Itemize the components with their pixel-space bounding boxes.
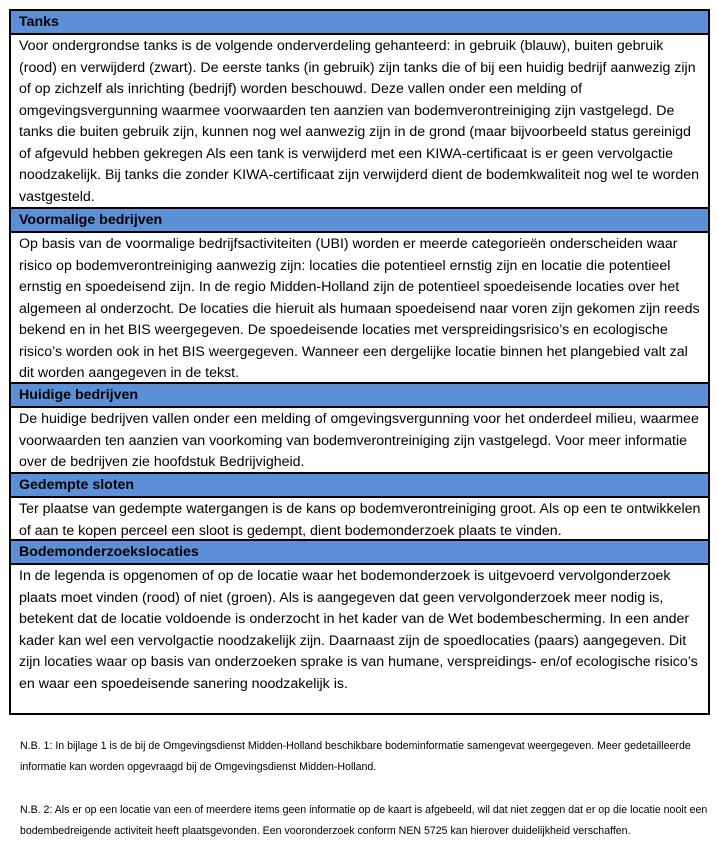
section-heading-tanks: Tanks <box>11 11 708 35</box>
section-text-tanks: Voor ondergrondse tanks is de volgende onderverdeling gehanteerd: in gebruik (blauw), buiten gebruik (rood) en verwijderd (zwart). De eerste tanks (in gebruik) zijn tanks die of bij een huidig bedrijf aanwezig zijn of op zichzelf als inrichting (bedrijf) worden beschouwd. Deze vallen onder een melding of omgevingsvergunning waarmee voorwaarden ten aanzien van bodemverontreiniging zijn vastgelegd. De tanks die buiten gebruik zijn, kunnen nog wel aanwezig zijn in de grond (maar bijvoorbeeld status gereinigd of afgevuld hebben gekregen Als een tank is verwijderd met een KIWA-certificaat is er geen vervolgactie noodzakelijk. Bij tanks die zonder KIWA-certificaat zijn verwijderd dient de bodemkwaliteit nog wel te worden vastgesteld. <box>11 35 708 209</box>
section-heading-bodemonderzoekslocaties: Bodemonderzoekslocaties <box>11 541 708 565</box>
section-heading-gedempte-sloten: Gedempte sloten <box>11 474 708 498</box>
section-text-bodemonderzoekslocaties: In de legenda is opgenomen of op de locatie waar het bodemonderzoek is uitgevoerd vervolgonderzoek plaats moet vinden (rood) of niet (groen). Als is aangegeven dat geen vervolgonderzoek meer nodig is, betekent dat de locatie voldoende is onderzocht in het kader van de Wet bodembescherming. In een ander kader kan wel een vervolgactie noodzakelijk zijn. Daarnaast zijn de spoedlocaties (paars) aangegeven. Dit zijn locaties waar op basis van onderzoeken sprake is van humane, verspreidings- en/of ecologische risico’s en waar een spoedeisende sanering noodzakelijk is. <box>19 568 698 692</box>
section-text-huidige-bedrijven: De huidige bedrijven vallen onder een melding of omgevingsvergunning voor het onderdeel milieu, waarmee voorwaarden ten aanzien van voorkoming van bodemverontreiniging zijn vastgelegd. Voor meer informatie over de bedrijven zie hoofdstuk Bedrijvigheid. <box>11 408 708 474</box>
soil-info-table <box>9 9 710 715</box>
footnote-nb1: N.B. 1: In bijlage 1 is de bij de Omgevingsdienst Midden-Holland beschikbare bodeminformatie samengevat weergegeven. Meer gedetailleerde informatie kan worden opgevraagd bij de Omgevingsdienst Midden-Holland. <box>20 740 691 773</box>
section-heading-voormalige-bedrijven: Voormalige bedrijven <box>11 209 708 233</box>
section-text-gedempte-sloten: Ter plaatse van gedempte watergangen is de kans op bodemverontreiniging groot. Als op een te ontwikkelen of aan te kopen perceel een sloot is gedempt, dient bodemonderzoek plaats te vinden. <box>11 498 708 541</box>
section-text-voormalige-bedrijven: Op basis van de voormalige bedrijfsactiviteiten (UBI) worden er meerde categorieën onderscheiden waar risico op bodemverontreiniging aanwezig zijn: locaties die potentieel ernstig zijn en locatie die potentieel ernstig en spoedeisend zijn. In de regio Midden-Holland zijn de potentieel spoedeisende locaties over het algemeen al onderzocht. De locaties die hieruit als humaan spoedeisend naar voren zijn gekomen zijn reeds bekend en in het BIS weergegeven. De spoedeisende locaties met verspreidingsrisico’s en ecologische risico’s worden ook in het BIS weergegeven. Wanneer een dergelijke locatie binnen het plangebied valt zal dit worden aangegeven in de tekst. <box>11 233 708 384</box>
section-heading-huidige-bedrijven: Huidige bedrijven <box>11 384 708 408</box>
footnote-nb2: N.B. 2: Als er op een locatie van een of meerdere items geen informatie op de kaart is afgebeeld, wil dat niet zeggen dat er op die locatie nooit een bodembedreigende activiteit heeft plaatsgevonden. Een vooronderzoek conform NEN 5725 kan hierover duidelijkheid verschaffen. <box>20 804 708 837</box>
